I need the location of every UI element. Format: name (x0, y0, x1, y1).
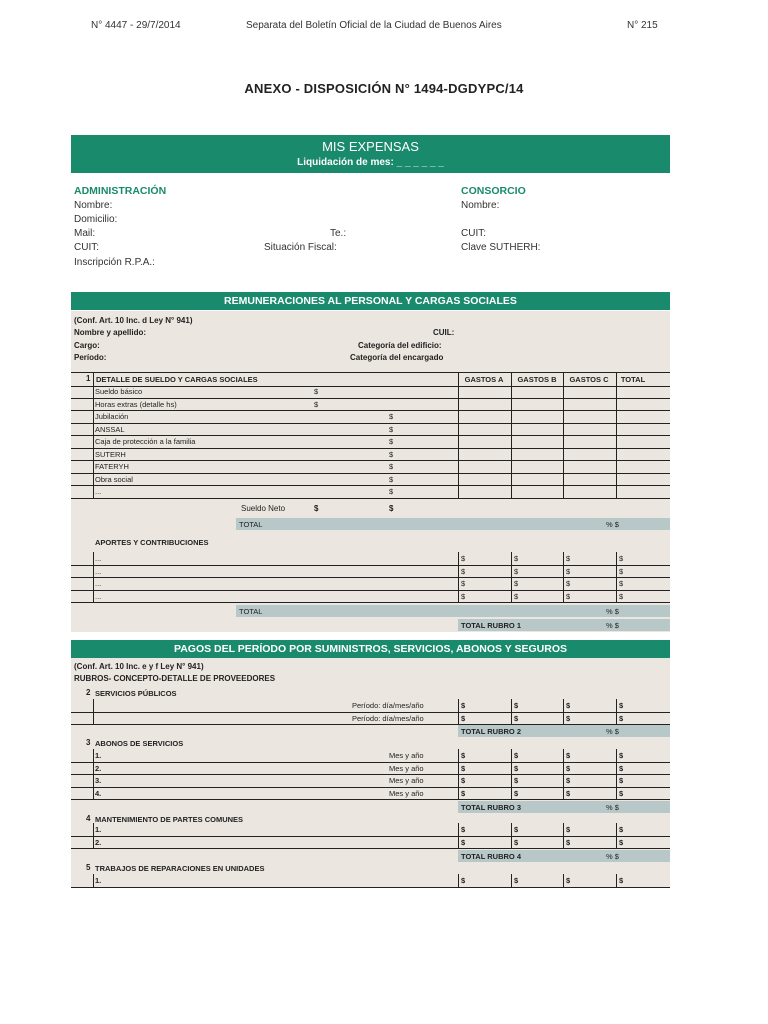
detail-item-dollar: $ (389, 424, 394, 434)
dollar-b: $ (514, 837, 519, 847)
item-number: 1. (95, 751, 102, 760)
dollar-c: $ (566, 751, 571, 760)
admin-block (74, 185, 166, 197)
mes-label: Mes y año (389, 763, 424, 773)
item-number: 4. (95, 788, 102, 798)
dollar-a: $ (461, 713, 466, 723)
aporte-dollar-total: $ (619, 554, 624, 563)
rubro-heading: MANTENIMIENTO DE PARTES COMUNES (95, 815, 244, 824)
dollar-c: $ (566, 701, 571, 710)
s1-total2-bar (236, 605, 670, 617)
dollar-total: $ (619, 788, 624, 798)
detail-item-dollar: $ (389, 437, 394, 446)
mes-label: Mes y año (389, 788, 424, 798)
detail-item-dollar: $ (389, 474, 394, 484)
dollar-c: $ (566, 825, 571, 834)
aporte-dollar-a: $ (461, 579, 466, 588)
aporte-dollar-c: $ (566, 579, 571, 588)
detail-item-label: ANSSAL (95, 424, 125, 434)
mantenimiento-row (71, 836, 670, 850)
periodo-label: Período: día/mes/año (352, 701, 424, 710)
abono-row (71, 774, 670, 788)
item-number: 3. (95, 776, 102, 785)
total-rubro-label: TOTAL RUBRO 4 (461, 852, 522, 861)
total-rubro-pct: % $ (606, 852, 619, 861)
aportes-heading: APORTES Y CONTRIBUCIONES (95, 538, 209, 547)
dollar-b: $ (514, 701, 519, 710)
detail-item-label: FATERYH (95, 462, 129, 471)
sueldo-neto-dollar-2: $ (389, 504, 394, 513)
total-rubro-bar (458, 725, 670, 737)
detail-row (71, 448, 670, 462)
detail-item-label: SUTERH (95, 449, 126, 459)
dollar-a: $ (461, 776, 466, 785)
aporte-label: ... (95, 591, 102, 601)
dollar-total: $ (619, 763, 624, 773)
section2-panel (71, 658, 670, 887)
admin-mail: Mail: (74, 228, 96, 239)
dollar-b: $ (514, 751, 519, 760)
aporte-dollar-a: $ (461, 554, 466, 563)
header-issue: N° 4447 - 29/7/2014 (91, 20, 181, 31)
detail-item-dollar: $ (389, 487, 394, 496)
aporte-dollar-b: $ (514, 566, 519, 576)
rubro-heading: ABONOS DE SERVICIOS (95, 739, 184, 748)
item-number: 1. (95, 876, 102, 885)
dollar-total: $ (619, 701, 624, 710)
rubro-number: 5 (86, 863, 91, 872)
admin-domicilio: Domicilio: (74, 214, 118, 225)
aporte-dollar-a: $ (461, 566, 466, 576)
aporte-label: ... (95, 554, 102, 563)
item-number: 2. (95, 763, 102, 773)
dollar-total: $ (619, 876, 624, 885)
reparacion-row (71, 874, 670, 888)
section1-panel (71, 311, 670, 632)
dollar-b: $ (514, 776, 519, 785)
detail-row (71, 410, 670, 424)
s1-cat-edificio: Categoría del edificio: (358, 341, 442, 350)
liquidacion-label: Liquidación de mes: _ _ _ _ _ _ (297, 157, 444, 168)
dollar-b: $ (514, 713, 519, 723)
aporte-dollar-total: $ (619, 579, 624, 588)
detail-item-dollar: $ (314, 399, 319, 409)
header-page: N° 215 (627, 20, 658, 31)
s2-rubros: RUBROS- CONCEPTO-DETALLE DE PROVEEDORES (74, 674, 276, 683)
abono-row (71, 749, 670, 763)
detail-item-label: Jubilación (95, 412, 129, 421)
servicio-row (71, 699, 670, 713)
aporte-dollar-b: $ (514, 591, 519, 601)
aporte-dollar-c: $ (566, 566, 571, 576)
col-total: TOTAL (620, 375, 646, 384)
dollar-total: $ (619, 751, 624, 760)
dollar-c: $ (566, 788, 571, 798)
detail-item-dollar: $ (389, 462, 394, 471)
total-rubro-label: TOTAL RUBRO 2 (461, 727, 522, 736)
aporte-dollar-total: $ (619, 591, 624, 601)
admin-cuit: CUIT: (74, 242, 99, 253)
consorcio-clave: Clave SUTHERH: (461, 242, 541, 253)
consorcio-cuit: CUIT: (461, 228, 486, 239)
aporte-dollar-c: $ (566, 591, 571, 601)
total-rubro-label: TOTAL RUBRO 3 (461, 803, 522, 812)
rubro-number: 4 (86, 814, 91, 823)
admin-situacion: Situación Fiscal: (264, 242, 337, 253)
total-rubro1-label: TOTAL RUBRO 1 (461, 621, 522, 630)
detail-row (71, 485, 670, 499)
detail-row (71, 398, 670, 412)
dollar-a: $ (461, 763, 466, 773)
rubro-heading: SERVICIOS PÚBLICOS (95, 689, 177, 698)
dollar-a: $ (461, 751, 466, 760)
total-rubro-pct: % $ (606, 727, 619, 736)
aporte-dollar-b: $ (514, 579, 519, 588)
admin-nombre: Nombre: (74, 200, 113, 211)
aporte-dollar-c: $ (566, 554, 571, 563)
dollar-c: $ (566, 876, 571, 885)
main-title: MIS EXPENSAS (322, 139, 419, 154)
detail-item-label: Horas extras (detalle hs) (95, 399, 177, 409)
sueldo-neto-dollar-1: $ (314, 504, 319, 513)
item-number: 2. (95, 837, 102, 847)
servicio-row (71, 712, 670, 726)
dollar-total: $ (619, 837, 624, 847)
dollar-b: $ (514, 763, 519, 773)
s1-total2-label: TOTAL (239, 607, 263, 616)
consorcio-heading: CONSORCIO (461, 185, 526, 197)
dollar-c: $ (566, 713, 571, 723)
detail-row (71, 423, 670, 437)
total-rubro-pct: % $ (606, 803, 619, 812)
col-gastos-c: GASTOS C (569, 375, 609, 384)
rubro-number: 2 (86, 688, 91, 697)
detail-row (71, 473, 670, 487)
detail-item-dollar: $ (314, 387, 319, 396)
detail-item-dollar: $ (389, 449, 394, 459)
admin-heading: ADMINISTRACIÓN (74, 185, 167, 197)
aporte-dollar-a: $ (461, 591, 466, 601)
s1-total-bar (236, 518, 670, 530)
total-rubro-bar (458, 850, 670, 862)
detail-row (71, 460, 670, 474)
dollar-b: $ (514, 876, 519, 885)
dollar-total: $ (619, 825, 624, 834)
total-rubro1-bar (458, 619, 670, 631)
dollar-a: $ (461, 876, 466, 885)
dollar-b: $ (514, 825, 519, 834)
header-publication: Separata del Boletín Oficial de la Ciudad de Buenos Aires (246, 20, 502, 31)
dollar-c: $ (566, 763, 571, 773)
s1-cuil: CUIL: (433, 328, 455, 337)
item-number: 1. (95, 825, 102, 834)
aporte-row (71, 565, 670, 579)
s1-conf: (Conf. Art. 10 Inc. d Ley N° 941) (74, 316, 193, 325)
anexo-title: ANEXO - DISPOSICIÓN N° 1494-DGDYPC/14 (244, 81, 524, 96)
aporte-row (71, 577, 670, 591)
total-rubro1-pct: % $ (606, 621, 619, 630)
s1-cat-encargado: Categoría del encargado (350, 353, 444, 362)
abono-row (71, 787, 670, 801)
dollar-c: $ (566, 837, 571, 847)
detail-item-dollar: $ (389, 412, 394, 421)
detail-item-label: Caja de protección a la familia (95, 437, 196, 446)
detail-item-label: ... (95, 487, 102, 496)
s1-nombre: Nombre y apellido: (74, 328, 147, 337)
detail-heading: DETALLE DE SUELDO Y CARGAS SOCIALES (96, 375, 258, 384)
s1-periodo: Período: (74, 353, 107, 362)
dollar-a: $ (461, 837, 466, 847)
section2-title: PAGOS DEL PERÍODO POR SUMINISTROS, SERVICIOS, ABONOS Y SEGUROS (71, 640, 670, 658)
aporte-dollar-total: $ (619, 566, 624, 576)
admin-inscripcion: Inscripción R.P.A.: (74, 257, 155, 268)
s1-total-pct: % $ (606, 520, 619, 529)
section1-title: REMUNERACIONES AL PERSONAL Y CARGAS SOCIALES (71, 292, 670, 310)
rubro1-number: 1 (86, 374, 91, 383)
detail-item-label: Sueldo básico (95, 387, 143, 396)
sueldo-neto-label: Sueldo Neto (241, 504, 286, 513)
dollar-a: $ (461, 701, 466, 710)
periodo-label: Período: día/mes/año (352, 713, 424, 723)
admin-tel: Te.: (330, 228, 347, 239)
dollar-b: $ (514, 788, 519, 798)
s2-conf: (Conf. Art. 10 Inc. e y f Ley N° 941) (74, 662, 204, 671)
dollar-total: $ (619, 713, 624, 723)
abono-row (71, 762, 670, 776)
aporte-row (71, 552, 670, 566)
dollar-a: $ (461, 825, 466, 834)
aporte-dollar-b: $ (514, 554, 519, 563)
detail-row (71, 435, 670, 449)
aporte-label: ... (95, 566, 102, 576)
s1-total2-pct: % $ (606, 607, 619, 616)
mantenimiento-row (71, 823, 670, 837)
rubro-number: 3 (86, 738, 91, 747)
mes-label: Mes y año (389, 751, 424, 760)
col-gastos-b: GASTOS B (517, 375, 557, 384)
total-rubro-bar (458, 801, 670, 813)
dollar-c: $ (566, 776, 571, 785)
dollar-a: $ (461, 788, 466, 798)
s1-total-label: TOTAL (239, 520, 263, 529)
s1-cargo: Cargo: (74, 341, 100, 350)
dollar-total: $ (619, 776, 624, 785)
detail-row (71, 385, 670, 399)
rubro-heading: TRABAJOS DE REPARACIONES EN UNIDADES (95, 864, 265, 873)
aporte-row (71, 590, 670, 604)
detail-item-label: Obra social (95, 474, 133, 484)
aporte-label: ... (95, 579, 102, 588)
col-gastos-a: GASTOS A (464, 375, 504, 384)
mes-label: Mes y año (389, 776, 424, 785)
title-band (71, 135, 670, 173)
consorcio-nombre: Nombre: (461, 200, 500, 211)
